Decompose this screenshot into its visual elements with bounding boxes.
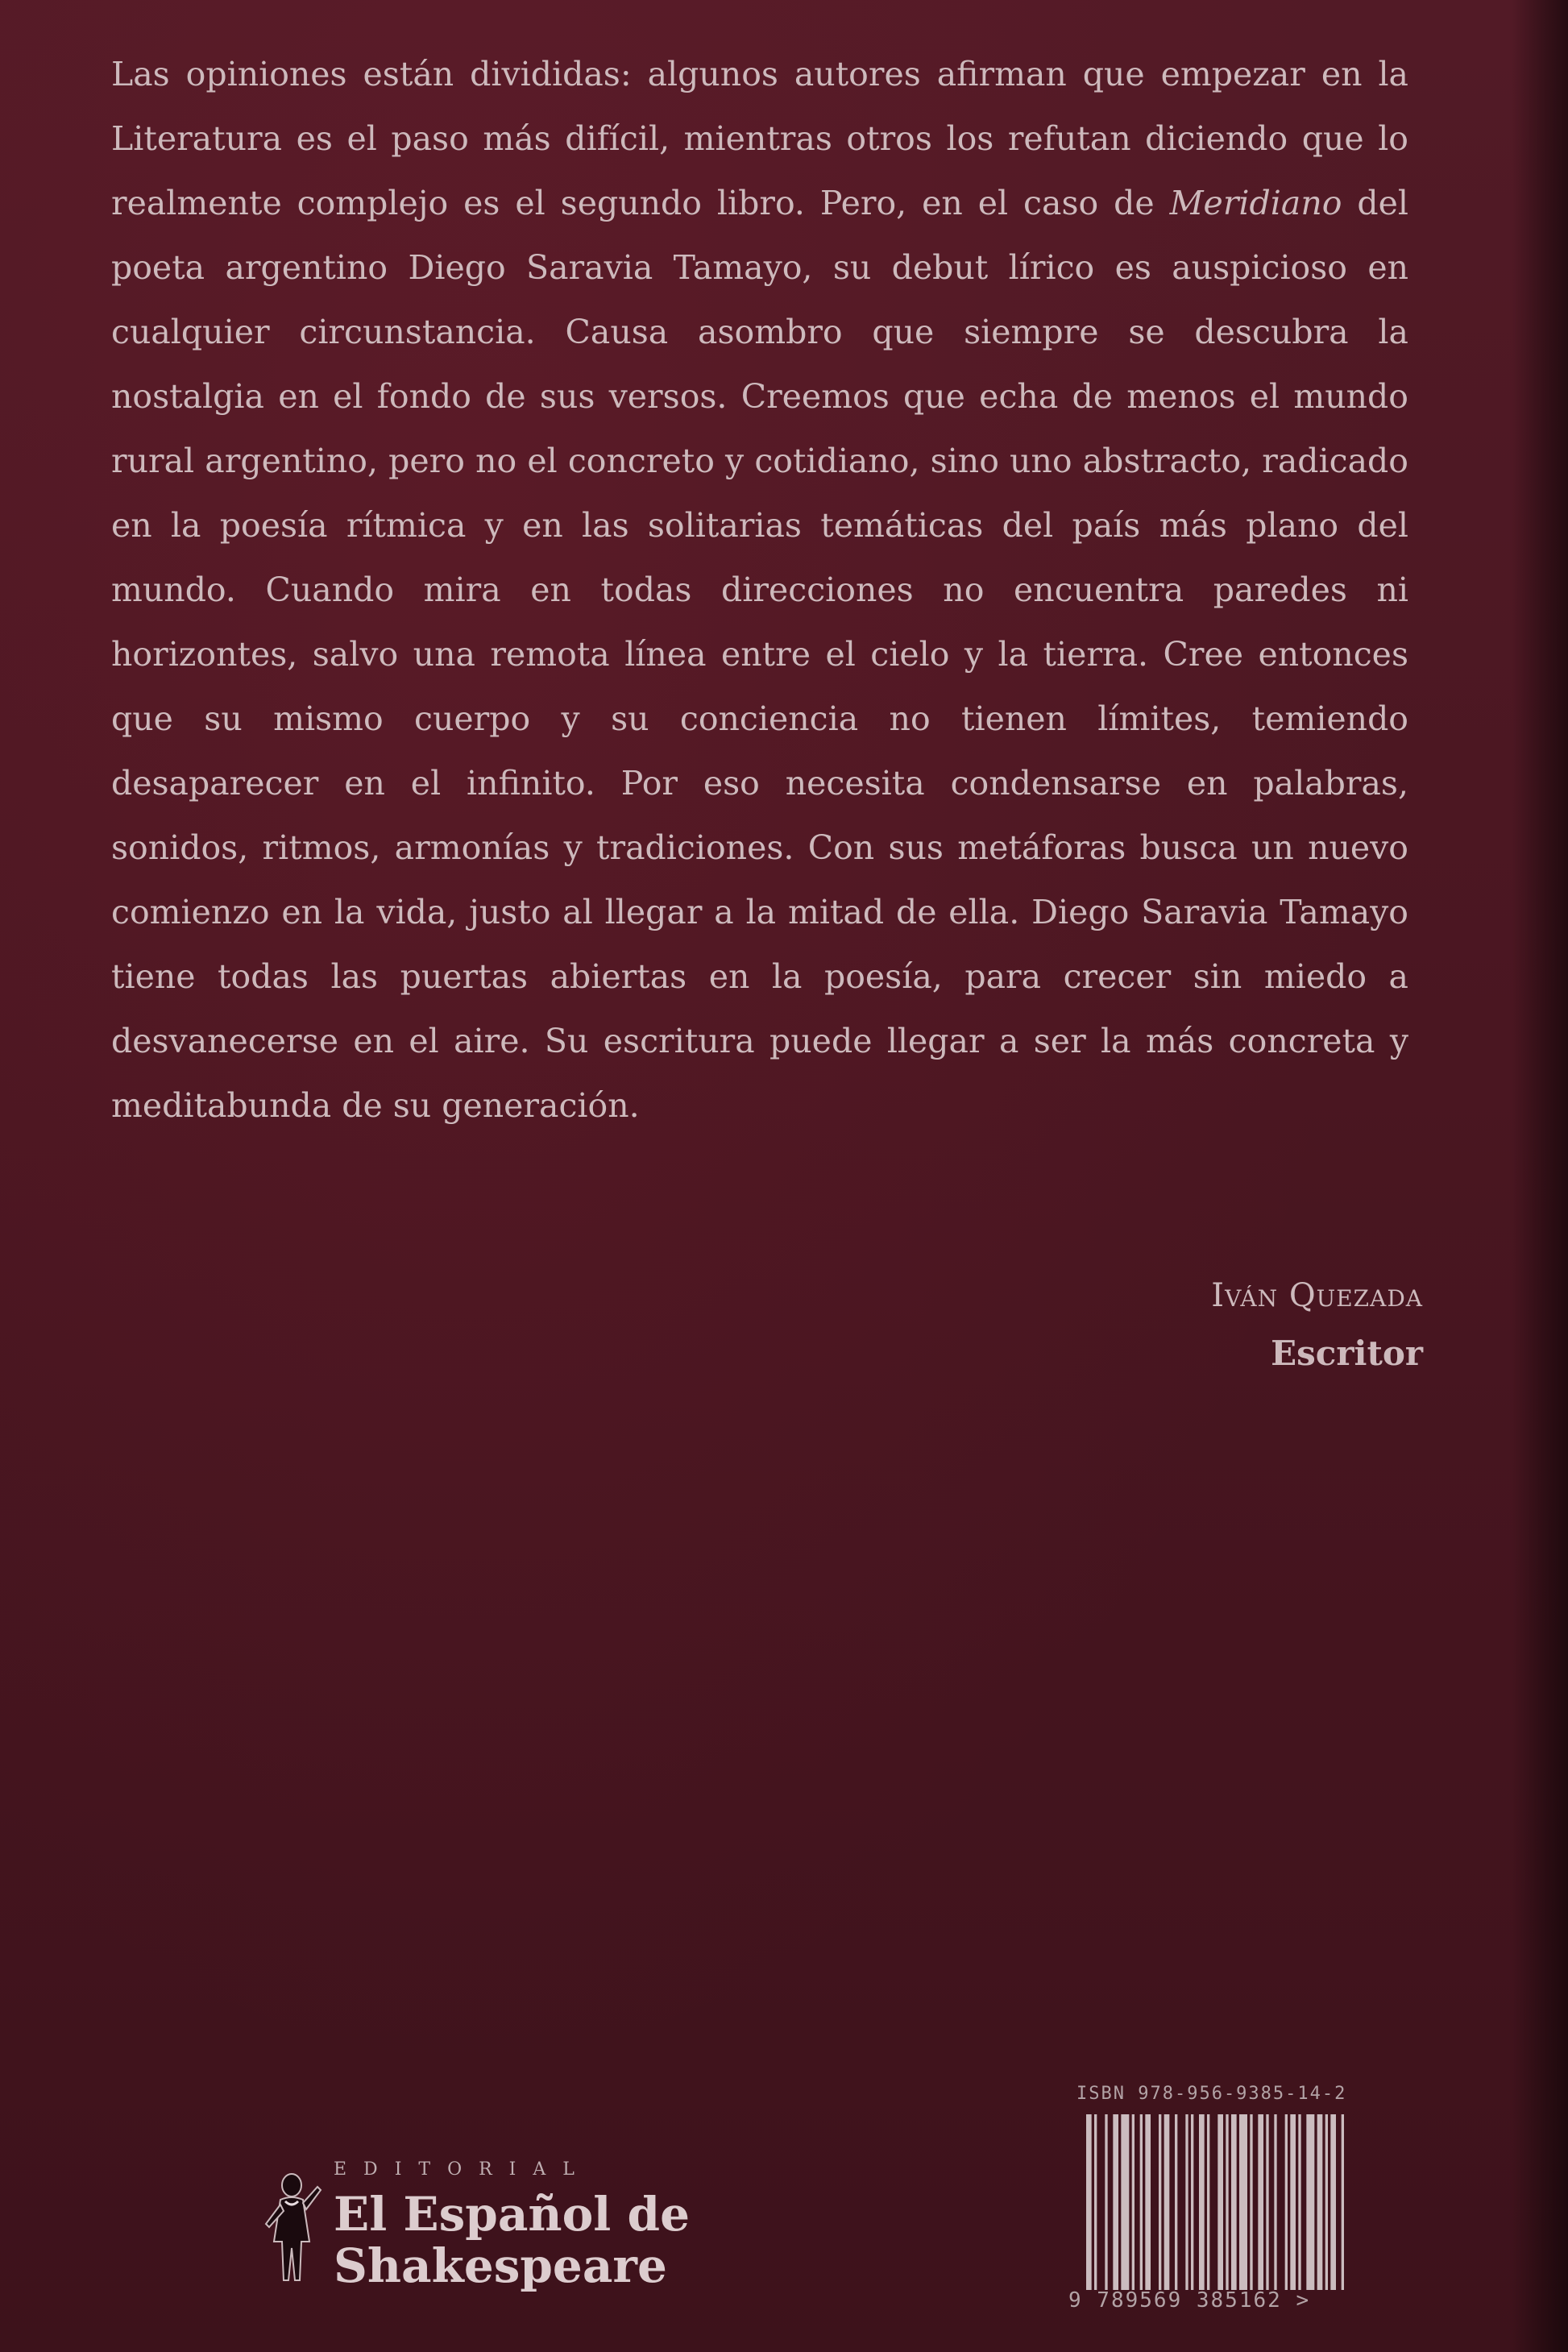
barcode-bar	[1185, 2114, 1188, 2290]
barcode-bar	[1217, 2114, 1223, 2290]
barcode-bar	[1164, 2114, 1170, 2290]
barcode-bar	[1145, 2114, 1151, 2290]
barcode-bar	[1086, 2114, 1092, 2290]
barcode-bar	[1191, 2114, 1193, 2290]
barcode-bar	[1330, 2114, 1336, 2290]
blurb-text-part-2: del poeta argentino Diego Saravia Tamayo, su debut lírico es auspicioso en cualquier circunstancia. Causa asombro que siempre se descubra la nostalgia en el fondo de sus versos. Creemos que echa de menos el mundo rural argentino, pero no el concreto y cotidiano, sino uno abstracto, radicado en la poesía rítmica y en las solitarias temáticas del país más plano del mundo. Cuando mira en todas direcciones no encuentra paredes ni horizontes, salvo una remota línea entre el cielo y la tierra. Cree entonces que su mismo cuerpo y su conciencia no tienen límites, temiendo desaparecer en el infinito. Por eso necesita condensarse en palabras, sonidos, ritmos, armonías y tradiciones. Con sus metáforas busca un nuevo comienzo en la vida, justo al llegar a la mitad de ella. Diego Saravia Tamayo tiene todas las puertas abiertas en la poesía, para crecer sin miedo a desvanecerse en el aire. Su escritura puede llegar a ser la más concreta y meditabunda de su generación.	[111, 184, 1408, 1125]
publisher-logo	[256, 2159, 690, 2304]
ean-digits: 9 789569 385162 >	[1068, 2288, 1311, 2313]
publisher-name-line-1: El Español de	[334, 2187, 690, 2242]
barcode-bar	[1298, 2114, 1300, 2290]
barcode-bar	[1325, 2114, 1328, 2290]
book-title: Meridiano	[1169, 184, 1342, 222]
barcode-bar	[1175, 2114, 1177, 2290]
barcode-bar	[1266, 2114, 1268, 2290]
barcode-bar	[1199, 2114, 1205, 2290]
barcode-bar	[1317, 2114, 1323, 2290]
barcode-bar	[1140, 2114, 1143, 2290]
publisher-label: EDITORIAL	[334, 2159, 591, 2180]
barcode-bar	[1290, 2114, 1296, 2290]
barcode-bar	[1285, 2114, 1288, 2290]
spine-shadow	[1512, 0, 1568, 2352]
blurb-text	[111, 42, 1408, 1138]
barcode-bar	[1132, 2114, 1135, 2290]
barcode-bar	[1094, 2114, 1097, 2290]
author-role: Escritor	[1271, 1334, 1423, 1373]
isbn-number: ISBN 978-956-9385-14-2	[1076, 2084, 1347, 2104]
barcode-bars	[1086, 2114, 1352, 2290]
signature	[1211, 1267, 1423, 1383]
barcode-bar	[1113, 2114, 1118, 2290]
barcode-bar	[1258, 2114, 1263, 2290]
barcode-bar	[1121, 2114, 1129, 2290]
barcode-bar	[1342, 2114, 1344, 2290]
barcode-bar	[1274, 2114, 1276, 2290]
barcode-bar	[1306, 2114, 1314, 2290]
blurb-text-part-1: Las opiniones están divididas: algunos autores afirman que empezar en la Literatura es el paso más difícil, mientras otros los refutan diciendo que lo realmente complejo es el segundo libro. Pero, en el caso de	[111, 55, 1408, 222]
publisher-name-line-2: Shakespeare	[334, 2238, 667, 2293]
barcode-bar	[1207, 2114, 1209, 2290]
barcode-bar	[1226, 2114, 1228, 2290]
barcode-bar	[1159, 2114, 1161, 2290]
barcode-bar	[1250, 2114, 1252, 2290]
barcode-bar	[1239, 2114, 1247, 2290]
barcode-bar	[1105, 2114, 1107, 2290]
author-name: Iván Quezada	[1211, 1277, 1423, 1314]
barcode	[1062, 2084, 1408, 2325]
shakespeare-figure-icon	[256, 2167, 326, 2288]
barcode-bar	[1231, 2114, 1237, 2290]
